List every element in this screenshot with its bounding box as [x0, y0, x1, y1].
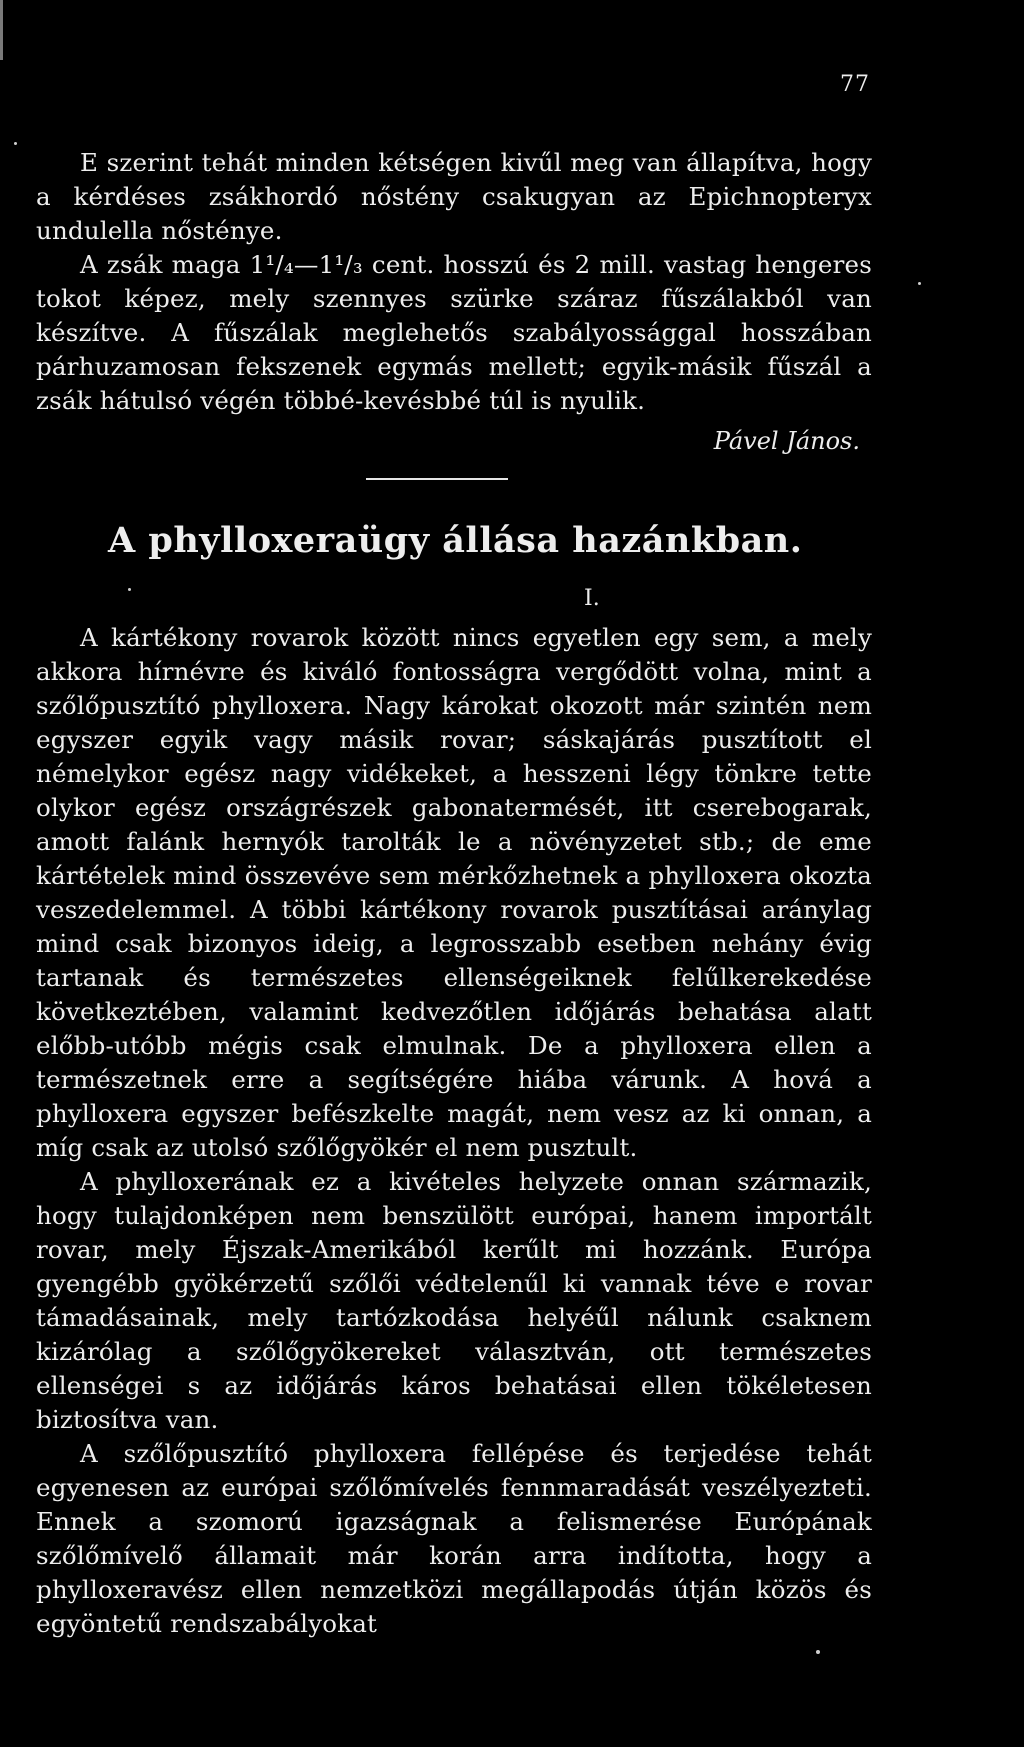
section-number: I. [584, 586, 600, 611]
article-paragraph-3: A szőlőpusztító phylloxera fellépése és terjedése tehát egyenesen az európai szőlőmívelés fennmaradását veszélyezteti. Ennek a szomorú igazságnak a felismerése Európának szőlőmívelő államait már korán arra indította, hogy a phylloxeravész ellen nemzetközi megállapodás útján közös és egyöntetű rendszabályokat [36, 1439, 872, 1638]
scan-speck [128, 588, 131, 591]
section-divider [366, 478, 508, 480]
page-edge-mark [0, 0, 3, 60]
article-paragraph-1: A kártékony rovarok között nincs egyetlen egy sem, a mely akkora hírnévre és kiváló fontosságra vergődött volna, mint a szőlőpusztító phylloxera. Nagy károkat okozott már szintén nem egyszer egyik vagy másik rovar; sáskajárás pusztított el némelykor egész nagy vidékeket, a hesszeni légy tönkre tette olykor egész országrészek gabonatermését, itt cserebogarak, amott falánk hernyók tarolták le a növényzetet stb.; de eme kártételek mind összevéve sem mérkőzhetnek a phylloxera okozta veszedelemmel. A többi kártékony rovarok pusztításai aránylag mind csak bizonyos ideig, a legrosszabb esetben nehány évig tartanak és természetes ellenségeiknek felűlkerekedése következtében, valamint kedvezőtlen időjárás behatása alatt előbb-utóbb mégis csak elmulnak. De a phylloxera ellen a természetnek erre a segítségére hiába várunk. A hová a phylloxera egyszer befészkelte magát, nem vesz az ki onnan, a míg csak az utolsó szőlőgyökér el nem pusztult. [36, 623, 872, 1162]
author-signature: Pável János. [713, 427, 860, 455]
article-body [36, 621, 872, 1641]
article-paragraph-2: A phylloxerának ez a kivételes helyzete onnan származik, hogy tulajdonképen nem benszülött európai, hanem importált rovar, mely Éjszak-Amerikából kerűlt mi hozzánk. Európa gyengébb gyökérzetű szőlői védtelenűl ki vannak téve e rovar támadásainak, mely tartózkodása helyéűl nálunk csaknem kizárólag a szőlőgyökereket választván, ott természetes ellenségei s az időjárás káros behatásai ellen tökéletesen biztosítva van. [36, 1167, 872, 1434]
scan-speck [816, 1650, 820, 1654]
article-title: A phylloxeraügy állása hazánkban. [108, 520, 803, 561]
intro-text [36, 146, 872, 418]
page-number: 77 [840, 72, 870, 97]
intro-paragraph-1: E szerint tehát minden kétségen kivűl meg van állapítva, hogy a kérdéses zsákhordó nőstény csakugyan az Epichnopteryx undulella nősténye. [36, 148, 872, 245]
scan-speck [918, 282, 921, 285]
intro-paragraph-2: A zsák maga 1¹/₄—1¹/₃ cent. hosszú és 2 mill. vastag hengeres tokot képez, mely szennyes szürke száraz fűszálakból van készítve. A fűszálak meglehetős szabályossággal hosszában párhuzamosan fekszenek egymás mellett; egyik-másik fűszál a zsák hátulsó végén többé-kevésbbé túl is nyulik. [36, 250, 872, 415]
scan-speck [14, 142, 17, 145]
